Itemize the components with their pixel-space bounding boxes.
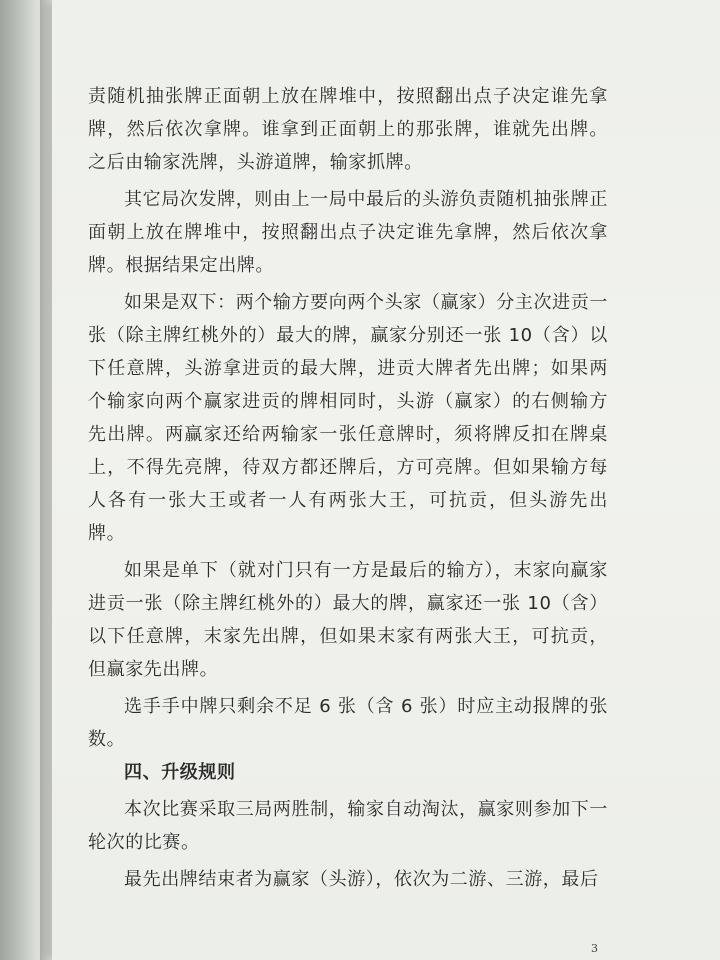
- paragraph-deal-other-rounds: 其它局次发牌，则由上一局中最后的头游负责随机抽张牌正面朝上放在牌堆中，按照翻出点子决定谁先拿牌，然后依次拿牌。根据结果定出牌。: [88, 189, 608, 276]
- paragraph-deal-first-round: 责随机抽张牌正面朝上放在牌堆中，按照翻出点子决定谁先拿牌，然后依次拿牌。谁拿到正面朝上的那张牌，谁就先出牌。之后由输家洗牌，头游道牌，输家抓牌。: [88, 86, 608, 173]
- paragraph-single-down: 如果是单下（就对门只有一方是最后的输方），末家向赢家进贡一张（除主牌红桃外的）最大的牌，赢家还一张 10（含）以下任意牌，末家先出牌，但如果末家有两张大王，可抗贡，但赢家先出牌。: [88, 560, 608, 680]
- paragraph-winner-order: 最先出牌结束者为赢家（头游），依次为二游、三游，最后: [124, 869, 599, 890]
- paragraph-double-down: 如果是双下：两个输方要向两个头家（赢家）分主次进贡一张（除主牌红桃外的）最大的牌，赢家分别还一张 10（含）以下任意牌，头游拿进贡的最大牌，进贡大牌者先出牌；如果两个输家向两个赢家进贡的牌相同时，头游（赢家）的右侧输方先出牌。两赢家还给两输家一张任意牌时，须将牌反扣在牌桌上，不得先亮牌，待双方都还牌后，方可亮牌。但如果输方每人各有一张大王或者一人有两张大王，可抗贡，但头游先出牌。: [88, 292, 608, 544]
- paragraph-report-cards: 选手手中牌只剩余不足 6 张（含 6 张）时应主动报牌的张数。: [88, 696, 608, 750]
- paragraph-best-of-three: 本次比赛采取三局两胜制，输家自动淘汰，赢家则参加下一轮次的比赛。: [88, 799, 608, 853]
- document-body: [88, 80, 608, 896]
- page-number: 3: [591, 942, 598, 955]
- section-heading: 四、升级规则: [124, 762, 236, 783]
